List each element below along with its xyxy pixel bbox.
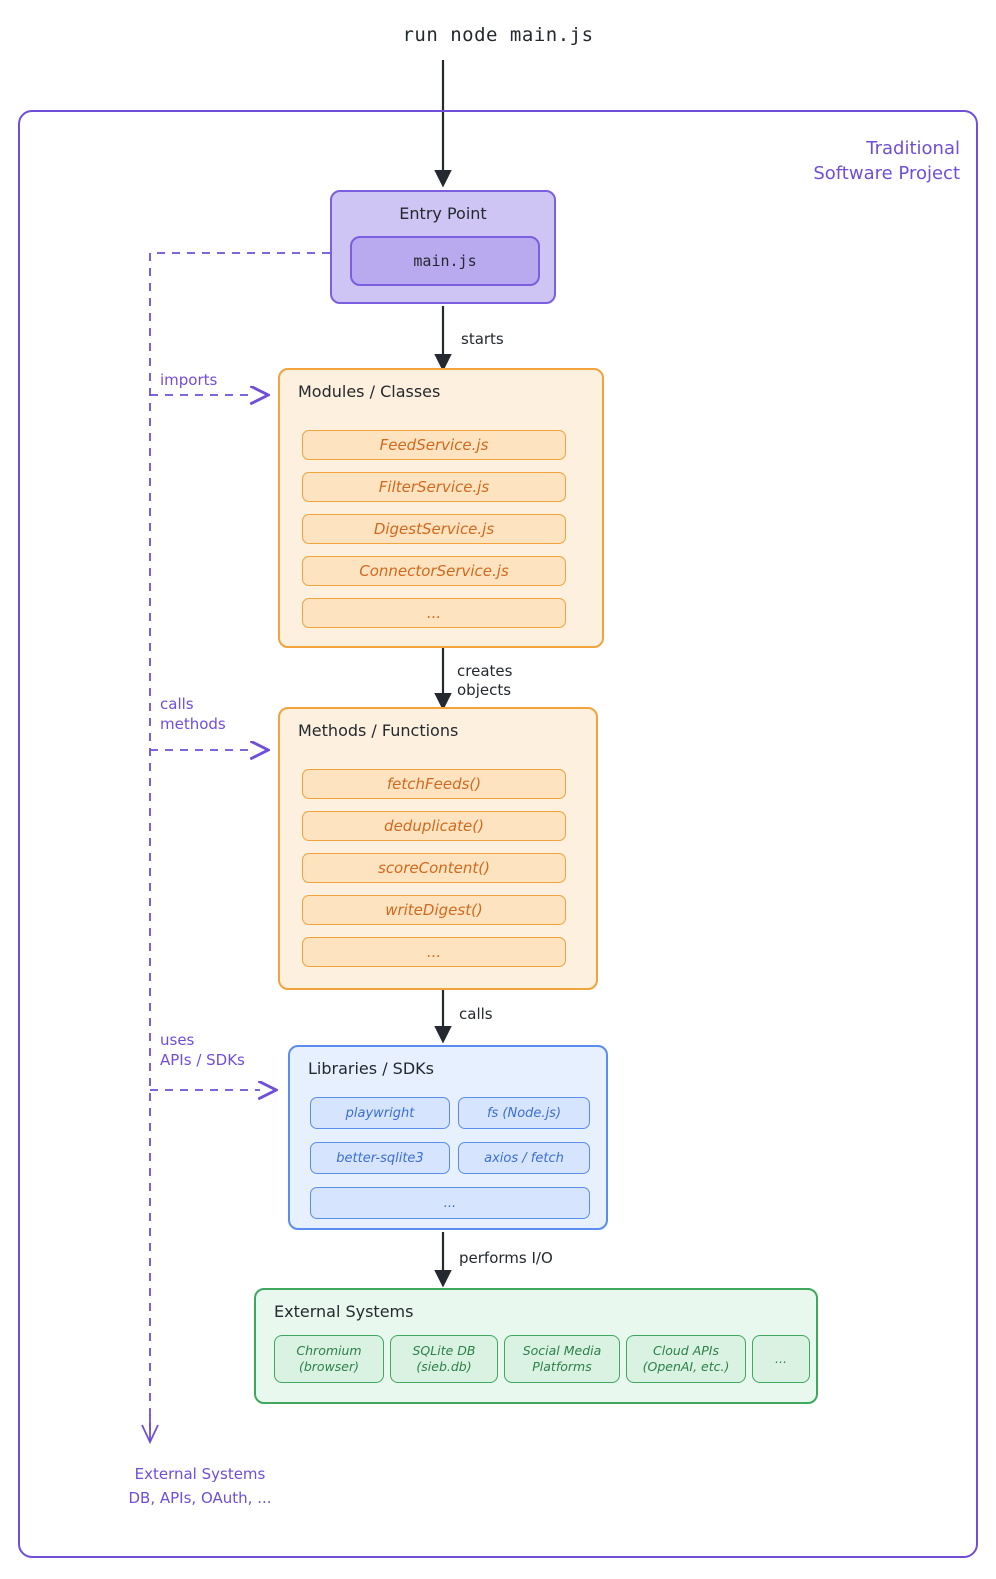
library-item[interactable]: fs (Node.js) bbox=[458, 1097, 590, 1129]
external-system-line1: Social Media bbox=[522, 1343, 602, 1358]
libraries-sdks-title: Libraries / SDKs bbox=[308, 1059, 434, 1078]
method-item[interactable]: scoreContent() bbox=[302, 853, 566, 883]
external-system-line2: (browser) bbox=[298, 1359, 360, 1374]
library-item[interactable]: playwright bbox=[310, 1097, 450, 1129]
external-system-line2: Platforms bbox=[532, 1359, 592, 1374]
module-item[interactable]: DigestService.js bbox=[302, 514, 566, 544]
method-item[interactable]: deduplicate() bbox=[302, 811, 566, 841]
method-item[interactable]: ... bbox=[302, 937, 566, 967]
side-label-calls-line2: methods bbox=[160, 715, 226, 733]
external-systems-title: External Systems bbox=[274, 1302, 414, 1321]
side-label-uses-line1: uses bbox=[160, 1031, 195, 1049]
run-command-label: run node main.js bbox=[402, 24, 594, 46]
methods-functions-title: Methods / Functions bbox=[298, 721, 459, 740]
modules-classes-title: Modules / Classes bbox=[298, 382, 441, 401]
method-item[interactable]: fetchFeeds() bbox=[302, 769, 566, 799]
external-system-item[interactable] bbox=[752, 1335, 810, 1383]
outer-title-line2: Software Project bbox=[813, 163, 960, 184]
entry-point-title: Entry Point bbox=[399, 204, 487, 223]
bottom-external-systems-note bbox=[60, 1462, 340, 1510]
side-label-imports: imports bbox=[160, 371, 218, 389]
entry-point-file[interactable]: main.js bbox=[350, 236, 540, 286]
side-label-calls-methods bbox=[160, 694, 226, 734]
method-item[interactable]: writeDigest() bbox=[302, 895, 566, 925]
edge-label-starts: starts bbox=[461, 330, 504, 348]
methods-functions-group bbox=[278, 707, 598, 990]
external-system-line1: Chromium bbox=[296, 1343, 362, 1358]
bottom-note-line2: DB, APIs, OAuth, ... bbox=[128, 1489, 272, 1507]
edge-label-calls: calls bbox=[459, 1005, 493, 1023]
library-item[interactable]: better-sqlite3 bbox=[310, 1142, 450, 1174]
external-system-line1: SQLite DB bbox=[412, 1343, 476, 1358]
bottom-note-line1: External Systems bbox=[134, 1465, 266, 1483]
external-system-item[interactable] bbox=[626, 1335, 746, 1383]
edge-label-performs-io: performs I/O bbox=[459, 1249, 553, 1267]
external-system-line1: Cloud APIs bbox=[653, 1343, 719, 1358]
edge-label-creates-line2: objects bbox=[457, 681, 512, 699]
external-system-line1: ... bbox=[775, 1351, 787, 1366]
external-system-line2: (sieb.db) bbox=[416, 1359, 472, 1374]
external-systems-group bbox=[254, 1288, 818, 1404]
library-item[interactable]: axios / fetch bbox=[458, 1142, 590, 1174]
outer-title-line1: Traditional bbox=[866, 138, 960, 159]
external-system-line2: (OpenAI, etc.) bbox=[642, 1359, 730, 1374]
side-label-calls-line1: calls bbox=[160, 695, 194, 713]
module-item[interactable]: FeedService.js bbox=[302, 430, 566, 460]
module-item[interactable]: ConnectorService.js bbox=[302, 556, 566, 586]
entry-point-node[interactable] bbox=[330, 190, 556, 304]
libraries-sdks-group bbox=[288, 1045, 608, 1230]
outer-container-title bbox=[813, 136, 960, 186]
module-item[interactable]: FilterService.js bbox=[302, 472, 566, 502]
module-item[interactable]: ... bbox=[302, 598, 566, 628]
library-item[interactable]: ... bbox=[310, 1187, 590, 1219]
edge-label-creates-objects bbox=[457, 662, 512, 700]
side-label-uses-line2: APIs / SDKs bbox=[160, 1051, 245, 1069]
edge-label-creates-line1: creates bbox=[457, 662, 513, 680]
modules-classes-group bbox=[278, 368, 604, 648]
external-system-item[interactable] bbox=[390, 1335, 498, 1383]
external-system-item[interactable] bbox=[504, 1335, 620, 1383]
side-label-uses-apis bbox=[160, 1030, 245, 1070]
external-system-item[interactable] bbox=[274, 1335, 384, 1383]
